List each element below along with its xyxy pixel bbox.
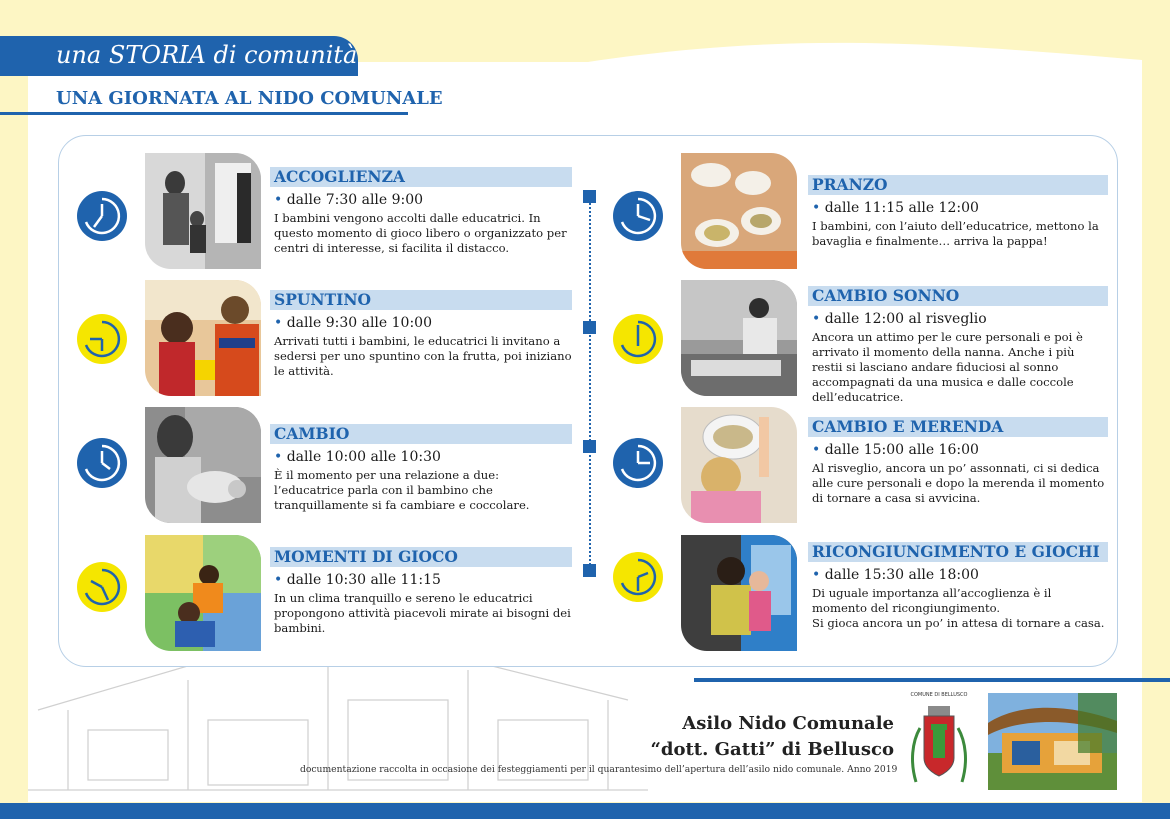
entry-time-text: dalle 9:30 alle 10:00 [286, 315, 432, 331]
clock-icon [612, 190, 664, 242]
entry-time-text: dalle 10:00 alle 10:30 [286, 449, 441, 465]
entry-title: CAMBIO E MERENDA [808, 417, 1108, 437]
entry-description: I bambini vengono accolti dalle educatrici. In questo momento di gioco libero o organizzato per centri di interesse, si facilita il distacco. [274, 211, 567, 255]
clock-icon [612, 313, 664, 365]
entry-title: CAMBIO [270, 424, 572, 444]
schedule-entry [808, 542, 1108, 631]
entry-time: • dalle 15:30 alle 18:00 [812, 567, 979, 583]
footer-name-line1: Asilo Nido Comunale [682, 713, 894, 734]
photo-cambio [145, 407, 261, 523]
page-title: una STORIA di comunità [56, 41, 358, 69]
clock-icon [76, 437, 128, 489]
entry-time: • dalle 15:00 alle 16:00 [812, 442, 979, 458]
title-band [0, 36, 358, 76]
entry-time-text: dalle 15:00 alle 16:00 [824, 442, 979, 458]
entry-title: MOMENTI DI GIOCO [270, 547, 572, 567]
entry-title: PRANZO [808, 175, 1108, 195]
photo-pranzo [681, 153, 797, 269]
bottom-bar [0, 803, 1170, 819]
photo-cambio-sonno [681, 280, 797, 396]
schedule-entry [808, 286, 1108, 405]
clock-icon [612, 437, 664, 489]
entry-time-text: dalle 11:15 alle 12:00 [824, 200, 979, 216]
entry-description: I bambini, con l’aiuto dell’educatrice, mettono la bavaglia e finalmente… arriva la pappa! [812, 219, 1099, 248]
footer-name-line2: “dott. Gatti” di Bellusco [650, 739, 894, 760]
schedule-entry [270, 167, 572, 256]
entry-description: Al risveglio, ancora un po’ assonnati, ci si dedica alle cure personali e dopo la merenda il momento di tornare a casa si avvicina. [812, 461, 1105, 505]
photo-accoglienza [145, 153, 261, 269]
photo-spuntino [145, 280, 261, 396]
entry-time: • dalle 9:30 alle 10:00 [274, 315, 432, 331]
entry-time-text: dalle 7:30 alle 9:00 [286, 192, 424, 208]
entry-description: Ancora un attimo per le cure personali e poi è arrivato il momento della nanna. Anche i più restii si lasciano andare fiduciosi al sonno accompagnati da una musica e dalle coccole dell’educatrice. [812, 330, 1083, 404]
page-subtitle: UNA GIORNATA AL NIDO COMUNALE [56, 88, 443, 109]
entry-description: Di uguale importanza all’accoglienza è il momento del ricongiungimento. Si gioca ancora un po’ in attesa di tornare a casa. [812, 586, 1105, 630]
clock-icon [612, 551, 664, 603]
schedule-entry [270, 547, 572, 636]
entry-description: Arrivati tutti i bambini, le educatrici li invitano a sedersi per uno spuntino con la frutta, poi iniziano le attività. [274, 334, 572, 378]
entry-title: SPUNTINO [270, 290, 572, 310]
photo-momenti-di-gioco [145, 535, 261, 651]
photo-ricongiungimento [681, 535, 797, 651]
entry-time: • dalle 12:00 al risveglio [812, 311, 987, 327]
schedule-entry [270, 290, 572, 379]
schedule-entry [808, 175, 1108, 249]
entry-time-text: dalle 12:00 al risveglio [824, 311, 987, 327]
schedule-entry [270, 424, 572, 513]
subtitle-underline [0, 112, 408, 115]
entry-time: • dalle 11:15 alle 12:00 [812, 200, 979, 216]
entry-description: In un clima tranquillo e sereno le educatrici propongono attività piacevoli mirate ai bisogni dei bambini. [274, 591, 571, 635]
clock-icon [76, 190, 128, 242]
timeline-marker [583, 321, 596, 334]
timeline-marker [583, 190, 596, 203]
municipal-crest-icon [906, 692, 972, 792]
photo-cambio-e-merenda [681, 407, 797, 523]
entry-title: RICONGIUNGIMENTO E GIOCHI [808, 542, 1108, 562]
timeline-line [589, 192, 591, 572]
entry-time-text: dalle 10:30 alle 11:15 [286, 572, 441, 588]
entry-time-text: dalle 15:30 alle 18:00 [824, 567, 979, 583]
footer-note: documentazione raccolta in occasione dei festeggiamenti per il quarantesimo dell’apertura dell’asilo nido comunale. Anno 2019 [300, 764, 898, 775]
clock-icon [76, 313, 128, 365]
crest-caption: COMUNE DI BELLUSCO [910, 692, 968, 698]
building-photo [988, 693, 1117, 790]
schedule-entry [808, 417, 1108, 506]
footer-institution-name [620, 711, 894, 763]
entry-time: • dalle 7:30 alle 9:00 [274, 192, 424, 208]
entry-description: È il momento per una relazione a due: l’educatrice parla con il bambino che tranquillamente si fa cambiare e coccolare. [274, 468, 530, 512]
entry-time: • dalle 10:30 alle 11:15 [274, 572, 441, 588]
timeline-marker [583, 564, 596, 577]
clock-icon [76, 561, 128, 613]
timeline-marker [583, 440, 596, 453]
entry-title: CAMBIO SONNO [808, 286, 1108, 306]
entry-time: • dalle 10:00 alle 10:30 [274, 449, 441, 465]
entry-title: ACCOGLIENZA [270, 167, 572, 187]
footer-rule [694, 678, 1170, 682]
